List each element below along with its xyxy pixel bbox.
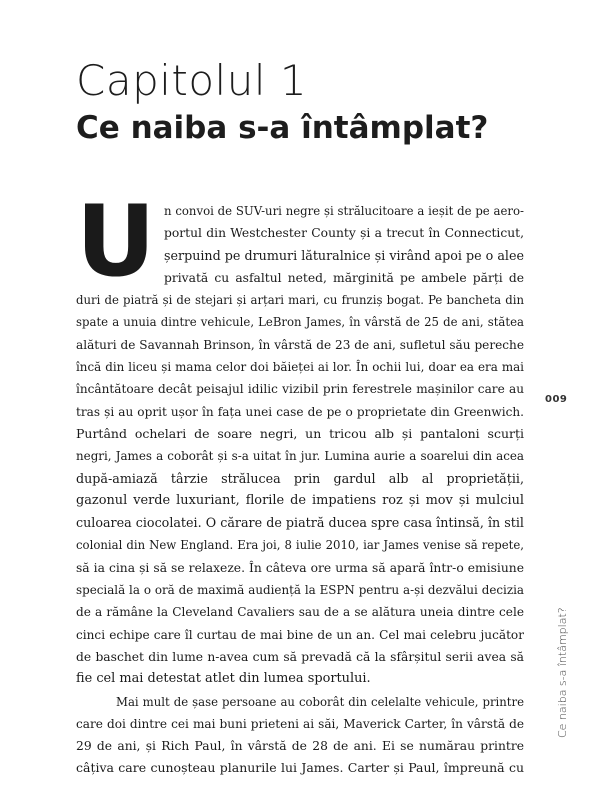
text-line: alături de Savannah Brinson, în vârstă de 23 de ani, sufletul său pereche [76, 337, 524, 352]
text-line: culoarea ciocolatei. O cărare de piatră ducea spre casa întinsă, în stil [76, 515, 524, 531]
text-line: portul din Westchester County și a trecut în Connecticut, [164, 226, 524, 241]
text-line: Purtând ochelari de soare negri, un tricou alb și pantaloni scurți [76, 425, 524, 441]
text-line: colonial din New England. Era joi, 8 iulie 2010, iar James venise să repete, [76, 538, 524, 553]
text-line: tras și au oprit ușor în fața unei case de pe o proprietate din Greenwich. [76, 404, 524, 419]
text-line: încă din liceu și mama celor doi băieței ai lor. În ochii lui, doar ea era mai [76, 360, 524, 375]
text-line: de a rămâne la Cleveland Cavaliers sau de a se alătura uneia dintre cele [76, 605, 524, 620]
text-line: duri de piatră și de stejari și arțari mari, cu frunziș bogat. Pe bancheta din [76, 293, 524, 308]
text-line: negri, James a coborât și s-a uitat în jur. Lumina aurie a soarelui din acea [76, 449, 524, 464]
drop-cap: U [76, 185, 156, 299]
chapter-title: Ce naiba s-a întâmplat? [76, 110, 489, 146]
text-line: de baschet din lume n-avea cum să prevadă că la sfârșitul serii avea să [76, 649, 524, 664]
text-line: Mai mult de șase persoane au coborât din celelalte vehicule, printre [116, 694, 524, 709]
text-line: cinci echipe care îl curtau de mai bine de un an. Cel mai celebru jucător [76, 627, 524, 642]
text-line: 29 de ani, și Rich Paul, în vârstă de 28 de ani. Ei se numărau printre [76, 739, 524, 754]
text-line: încântătoare decât peisajul idilic vizibil prin ferestrele mașinilor care au [76, 382, 524, 397]
text-line: șerpuind pe drumuri lăturalnice și virând apoi pe o alee [164, 247, 524, 263]
text-line: fie cel mai detestat atlet din lumea sportului. [76, 671, 371, 687]
text-line: specială la o oră de maximă audiență la ESPN pentru a-și dezvălui decizia [76, 583, 524, 598]
text-line: spate a unuia dintre vehicule, LeBron James, în vârstă de 25 de ani, stătea [76, 315, 524, 330]
text-line: să ia cina și să se relaxeze. În câteva ore urma să apară într-o emisiune [76, 560, 524, 575]
text-line: gazonul verde luxuriant, florile de impatiens roz și mov și mulciul [76, 492, 524, 508]
chapter-body [76, 185, 524, 780]
chapter-number: Capitolul 1 [76, 56, 308, 105]
running-head: Ce naiba s-a întâmplat? [556, 607, 569, 738]
text-line: care doi dintre cei mai buni prieteni ai săi, Maverick Carter, în vârstă de [76, 716, 524, 731]
text-line: câțiva care cunoșteau planurile lui James. Carter și Paul, împreună cu [76, 760, 524, 776]
text-line: după-amiază târzie strălucea prin gardul alb al proprietății, [76, 470, 524, 486]
page-number: 009 [545, 394, 568, 405]
text-line: privată cu asfaltul neted, mărginită pe ambele părți de [164, 270, 524, 285]
text-line: n convoi de SUV-uri negre și strălucitoare a ieșit de pe aero- [164, 204, 524, 218]
